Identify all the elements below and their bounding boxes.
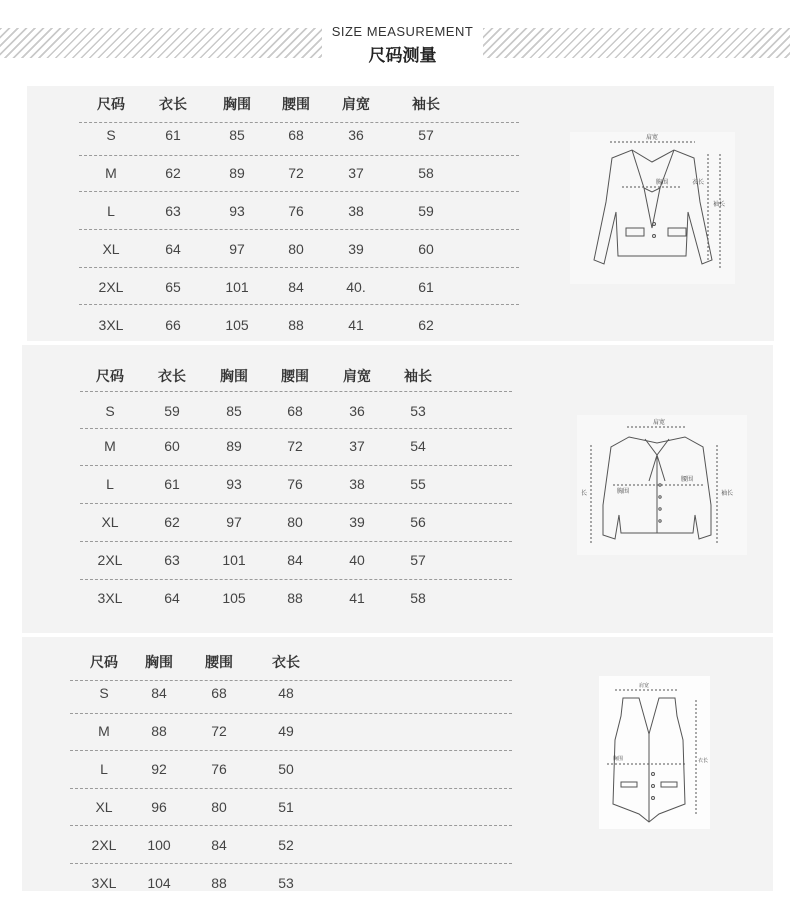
table-cell: 63 <box>164 552 180 568</box>
size-cell: 2XL <box>97 552 123 568</box>
blouse-label-waist: 腰围 <box>681 476 694 483</box>
table-cell: 55 <box>410 476 426 492</box>
blouse-label-length: 长 <box>581 490 588 497</box>
table-cell: 80 <box>211 799 227 815</box>
row-divider <box>79 155 519 156</box>
size-cell: 3XL <box>98 317 124 333</box>
table-cell: 54 <box>410 438 426 454</box>
table-cell: 105 <box>225 317 249 333</box>
table-cell: 53 <box>278 875 294 891</box>
table-cell: 58 <box>418 165 434 181</box>
row-divider <box>80 503 512 504</box>
size-cell: 3XL <box>91 875 117 891</box>
row-divider <box>80 579 512 580</box>
row-divider <box>80 541 512 542</box>
size-panel-blazer <box>27 86 774 341</box>
table-cell: 62 <box>164 514 180 530</box>
table-cell: 88 <box>288 317 304 333</box>
hatch-decoration-left <box>0 28 322 58</box>
table-cell: 60 <box>164 438 180 454</box>
table-cell: 88 <box>211 875 227 891</box>
table-cell: 85 <box>226 403 242 419</box>
size-cell: 3XL <box>97 590 123 606</box>
table-cell: 63 <box>165 203 181 219</box>
table-cell: 59 <box>164 403 180 419</box>
size-cell: L <box>106 476 114 492</box>
table-cell: 84 <box>288 279 304 295</box>
table-cell: 65 <box>165 279 181 295</box>
column-header: 衣长 <box>158 369 186 385</box>
table-cell: 50 <box>278 761 294 777</box>
column-header: 衣长 <box>272 655 300 671</box>
table-cell: 96 <box>151 799 167 815</box>
size-cell: S <box>105 403 115 419</box>
size-cell: XL <box>101 514 119 530</box>
blazer-diagram <box>570 132 735 284</box>
blazer-label-length: 衣长 <box>692 179 705 186</box>
section-header <box>0 0 790 70</box>
size-table-blouse <box>22 345 522 633</box>
size-cell: L <box>107 203 115 219</box>
vest-label-chest: 胸围 <box>613 756 624 762</box>
row-divider <box>79 267 519 268</box>
title-english: SIZE MEASUREMENT <box>331 24 474 39</box>
table-cell: 41 <box>349 590 365 606</box>
table-cell: 38 <box>348 203 364 219</box>
table-cell: 68 <box>288 127 304 143</box>
table-cell: 36 <box>349 403 365 419</box>
table-cell: 62 <box>418 317 434 333</box>
row-divider <box>80 428 512 429</box>
size-cell: S <box>99 685 109 701</box>
blouse-label-shoulder: 肩宽 <box>653 419 666 426</box>
column-header: 袖长 <box>412 97 440 113</box>
table-cell: 53 <box>410 403 426 419</box>
table-cell: 88 <box>287 590 303 606</box>
column-header: 腰围 <box>281 369 309 385</box>
size-table-vest <box>22 637 522 891</box>
column-header: 尺码 <box>97 97 125 113</box>
table-cell: 39 <box>349 514 365 530</box>
row-divider <box>70 825 512 826</box>
column-header: 腰围 <box>205 655 233 671</box>
column-header: 胸围 <box>220 369 248 385</box>
size-cell: L <box>100 761 108 777</box>
table-cell: 52 <box>278 837 294 853</box>
blazer-label-sleeve: 袖长 <box>713 201 726 208</box>
table-cell: 76 <box>288 203 304 219</box>
column-header: 肩宽 <box>343 369 371 385</box>
row-divider <box>70 713 512 714</box>
table-cell: 36 <box>348 127 364 143</box>
table-cell: 39 <box>348 241 364 257</box>
table-cell: 61 <box>418 279 434 295</box>
table-cell: 61 <box>164 476 180 492</box>
row-divider <box>70 680 512 681</box>
blouse-illustration <box>577 415 747 555</box>
table-cell: 84 <box>287 552 303 568</box>
table-cell: 37 <box>348 165 364 181</box>
table-cell: 40 <box>349 552 365 568</box>
row-divider <box>79 191 519 192</box>
blouse-label-sleeve: 袖长 <box>721 490 734 497</box>
column-header: 胸围 <box>145 655 173 671</box>
table-cell: 92 <box>151 761 167 777</box>
table-cell: 84 <box>211 837 227 853</box>
table-cell: 66 <box>165 317 181 333</box>
vest-label-length: 衣长 <box>698 758 709 764</box>
table-cell: 72 <box>288 165 304 181</box>
column-header: 袖长 <box>404 369 432 385</box>
table-cell: 93 <box>229 203 245 219</box>
table-cell: 80 <box>288 241 304 257</box>
size-cell: XL <box>102 241 120 257</box>
table-cell: 72 <box>287 438 303 454</box>
table-cell: 85 <box>229 127 245 143</box>
table-cell: 68 <box>287 403 303 419</box>
table-cell: 40. <box>346 279 366 295</box>
blazer-label-chest: 胸围 <box>656 179 669 186</box>
size-cell: XL <box>95 799 113 815</box>
table-cell: 89 <box>229 165 245 181</box>
table-cell: 88 <box>151 723 167 739</box>
column-header: 腰围 <box>282 97 310 113</box>
table-cell: 60 <box>418 241 434 257</box>
row-divider <box>80 465 512 466</box>
table-cell: 104 <box>147 875 171 891</box>
table-cell: 58 <box>410 590 426 606</box>
table-cell: 97 <box>229 241 245 257</box>
table-cell: 64 <box>164 590 180 606</box>
title-chinese: 尺码测量 <box>368 46 437 66</box>
blazer-illustration <box>570 132 735 284</box>
table-cell: 80 <box>287 514 303 530</box>
table-cell: 64 <box>165 241 181 257</box>
table-cell: 84 <box>151 685 167 701</box>
table-cell: 56 <box>410 514 426 530</box>
table-cell: 51 <box>278 799 294 815</box>
table-cell: 93 <box>226 476 242 492</box>
table-cell: 57 <box>410 552 426 568</box>
column-header: 肩宽 <box>342 97 370 113</box>
table-cell: 97 <box>226 514 242 530</box>
table-cell: 62 <box>165 165 181 181</box>
table-cell: 76 <box>211 761 227 777</box>
hatch-decoration-right <box>483 28 790 58</box>
column-header: 尺码 <box>96 369 124 385</box>
size-cell: M <box>104 438 116 454</box>
table-cell: 89 <box>226 438 242 454</box>
size-panel-vest <box>22 637 773 891</box>
blouse-label-chest: 胸围 <box>617 488 630 495</box>
table-cell: 72 <box>211 723 227 739</box>
vest-diagram <box>599 676 710 829</box>
blazer-label-shoulder: 肩宽 <box>646 134 659 141</box>
table-cell: 68 <box>211 685 227 701</box>
size-panel-blouse <box>22 345 773 633</box>
row-divider <box>79 229 519 230</box>
size-cell: S <box>106 127 116 143</box>
size-cell: 2XL <box>98 279 124 295</box>
table-cell: 48 <box>278 685 294 701</box>
table-cell: 101 <box>225 279 249 295</box>
column-header: 衣长 <box>159 97 187 113</box>
column-header: 胸围 <box>223 97 251 113</box>
size-cell: M <box>98 723 110 739</box>
table-cell: 57 <box>418 127 434 143</box>
vest-label-shoulder: 肩宽 <box>639 683 650 689</box>
table-cell: 37 <box>349 438 365 454</box>
size-table-blazer <box>27 86 527 341</box>
row-divider <box>70 788 512 789</box>
vest-illustration <box>599 676 710 829</box>
row-divider <box>70 750 512 751</box>
table-cell: 105 <box>222 590 246 606</box>
table-cell: 101 <box>222 552 246 568</box>
table-cell: 59 <box>418 203 434 219</box>
table-cell: 61 <box>165 127 181 143</box>
row-divider <box>80 391 512 392</box>
size-cell: 2XL <box>91 837 117 853</box>
row-divider <box>79 304 519 305</box>
column-header: 尺码 <box>90 655 118 671</box>
table-cell: 76 <box>287 476 303 492</box>
table-cell: 38 <box>349 476 365 492</box>
table-cell: 100 <box>147 837 171 853</box>
table-cell: 49 <box>278 723 294 739</box>
table-cell: 41 <box>348 317 364 333</box>
size-cell: M <box>105 165 117 181</box>
row-divider <box>79 122 519 123</box>
row-divider <box>70 863 512 864</box>
blouse-diagram <box>577 415 747 555</box>
